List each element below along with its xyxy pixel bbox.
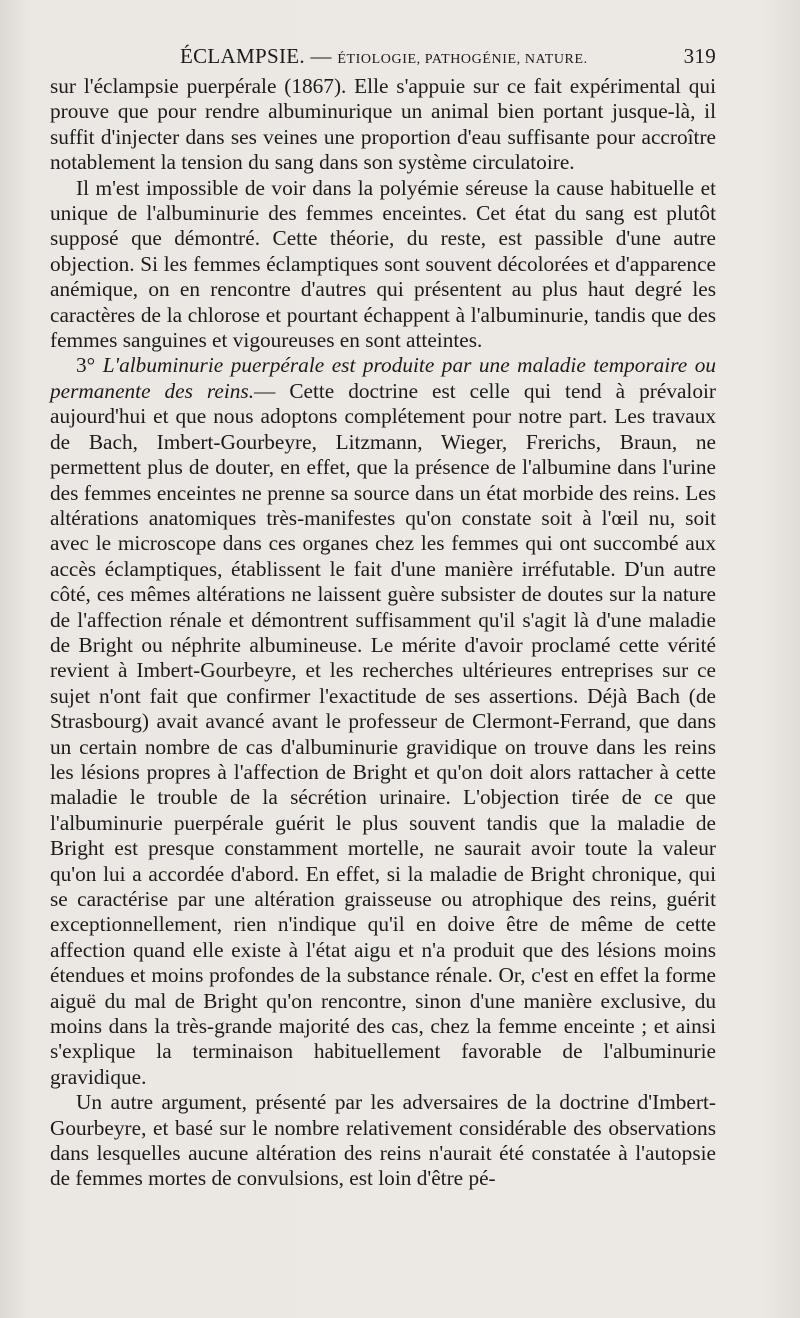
section-number: 3° xyxy=(76,353,96,378)
running-title-subtitle: ÉTIOLOGIE, PATHOGÉNIE, NATURE. xyxy=(337,52,588,67)
running-header xyxy=(48,44,716,74)
paragraph-3 xyxy=(50,353,716,1090)
running-title-main: ÉCLAMPSIE. xyxy=(180,44,305,68)
body-text xyxy=(50,74,716,1192)
section-heading-italic: L'albuminurie puerpérale est produite par une maladie temporaire ou permanente des reins. xyxy=(50,353,716,403)
page-number: 319 xyxy=(683,44,716,68)
paragraph-1: sur l'éclampsie puerpérale (1867). Elle s'appuie sur ce fait expérimental qui prouve que pour rendre albuminurique un animal bien portant jusque-là, il suffit d'injecter dans ses veines une proportion d'eau suffisante pour accroître notablement la tension du sang dans son système circulatoire. xyxy=(50,74,716,175)
running-title xyxy=(180,44,588,69)
running-title-dash: — xyxy=(304,44,338,68)
paragraph-3-text: — Cette doctrine est celle qui tend à prévaloir aujourd'hui et que nous adoptons complétement pour notre part. Les travaux de Bach, Imbert-Gourbeyre, Litzmann, Wieger, Frerichs, Braun, ne permettent plus de douter, en effet, que la présence de l'albumine dans l'urine des femmes enceintes ne prenne sa source dans un état morbide des reins. Les altérations anatomiques très-manifestes qu'on constate soit à l'œil nu, soit avec le microscope dans ces organes chez les femmes qui ont succombé aux accès éclamptiques, établissent le fait d'une manière irréfutable. D'un autre côté, ces mêmes altérations ne laissent guère subsister de doutes sur la nature de l'affection rénale et démontrent suffisamment qu'il s'agit là d'une maladie de Bright ou néphrite albumineuse. Le mérite d'avoir proclamé cette vérité revient à Imbert-Gourbeyre, et les recherches ultérieures entreprises sur ce sujet n'ont fait que confirmer l'exactitude de ses assertions. Déjà Bach (de Strasbourg) avait avancé avant le professeur de Clermont-Ferrand, que dans un certain nombre de cas d'albuminurie gravidique on trouve dans les reins les lésions propres à l'affection de Bright et qu'on doit alors rattacher à cette maladie le trouble de la sécrétion urinaire. L'objection tirée de ce que l'albuminurie puerpérale guérit le plus souvent tandis que la maladie de Bright est presque constamment mortelle, ne saurait avoir toute la valeur qu'on lui a accordée d'abord. En effet, si la maladie de Bright chronique, qui se caractérise par une altération graisseuse ou atrophique des reins, guérit exceptionnellement, rien n'indique qu'il en doive être de même de cette affection quand elle existe à l'état aigu et n'a produit que des lésions moins étendues et moins profondes de la substance rénale. Or, c'est en effet la forme aiguë du mal de Bright qu'on rencontre, sinon d'une manière exclusive, du moins dans la très-grande majorité des cas, chez la femme enceinte ; et ainsi s'explique la terminaison habituellement favorable de l'albuminurie gravidique. xyxy=(50,378,716,1089)
paragraph-2: Il m'est impossible de voir dans la polyémie séreuse la cause habituelle et unique de l'albuminurie des femmes enceintes. Cet état du sang est plutôt supposé que démontré. Cette théorie, du reste, est passible d'une autre objection. Si les femmes éclamptiques sont souvent décolorées et d'apparence anémique, on en rencontre d'autres qui présentent au plus haut degré les caractères de la chlorose et pourtant échappent à l'albuminurie, tandis que des femmes sanguines et vigoureuses en sont atteintes. xyxy=(50,175,716,353)
paragraph-4: Un autre argument, présenté par les adversaires de la doctrine d'Imbert-Gourbeyre, et basé sur le nombre relativement considérable des observations dans lesquelles aucune altération des reins n'aurait été constatée à l'autopsie de femmes mortes de convulsions, est loin d'être pé- xyxy=(50,1090,716,1191)
